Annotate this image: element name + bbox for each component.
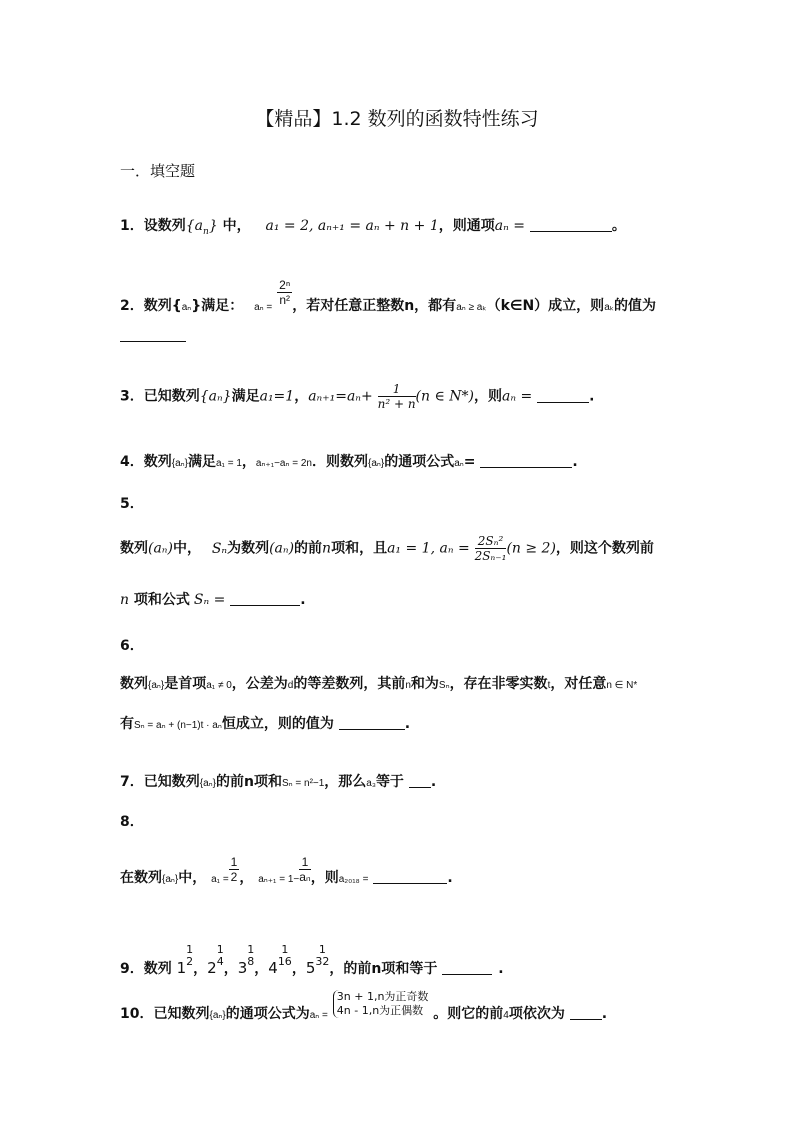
question-8-number: 8． (120, 814, 144, 830)
answer-blank[interactable] (570, 1005, 602, 1020)
term-separator: ， (254, 961, 269, 977)
question-9: 9．数列 1 1 2 ，2 1 4 ，3 1 8 ，4 1 16 ，5 1 32 ，的前n项和等于 . (120, 943, 504, 977)
question-6-number: 6． (120, 638, 144, 654)
answer-blank[interactable] (409, 773, 431, 788)
answer-blank[interactable] (339, 715, 405, 730)
section-heading: 一．填空题 (120, 162, 196, 180)
series-term (306, 944, 330, 979)
question-4: 4．数列{aₙ}满足a₁ = 1，aₙ₊₁−aₙ = 2n．则数列{aₙ}的通项公式aₙ= . (120, 454, 578, 470)
question-5-line2: n 项和公式 Sₙ = . (120, 592, 306, 608)
answer-blank[interactable] (230, 591, 300, 606)
series-term (207, 944, 224, 979)
term-exponent: 1 32 (315, 943, 330, 968)
series-term (268, 944, 292, 979)
answer-blank[interactable] (442, 960, 492, 975)
term-base: 1 (176, 959, 187, 977)
piecewise-cases: 3n + 1,n为正奇数 4n - 1,n为正偶数 (333, 990, 429, 1018)
series-term (177, 944, 194, 979)
term-base: 3 (237, 959, 248, 977)
term-separator: ， (329, 961, 344, 977)
answer-blank[interactable] (120, 327, 186, 342)
term-base: 4 (268, 959, 278, 977)
answer-blank[interactable] (530, 217, 612, 232)
term-exponent: 1 2 (186, 943, 194, 968)
question-7: 7．已知数列{aₙ}的前n项和Sₙ = n²−1，那么a₃等于 . (120, 774, 437, 790)
series-terms (176, 943, 344, 977)
question-3: 3．已知数列{aₙ}满足a₁=1，aₙ₊₁=aₙ+ $\frac{1}{\text{n² + n}}$ (n ∈ N*)，则aₙ = . (120, 382, 595, 411)
question-10: 10．已知数列{aₙ}的通项公式为aₙ = 3n + 1,n为正奇数 4n - 1,n为正偶数 。则它的前4项依次为 . (120, 990, 608, 1022)
question-6: 数列{aₙ}是首项a₁ ≠ 0，公差为d的等差数列，其前n和为Sₙ，存在非零实数t，对任意n ∈ N* (120, 676, 638, 692)
term-base: 5 (305, 959, 316, 977)
question-2-blank (120, 326, 186, 346)
term-exponent: 1 8 (247, 943, 255, 968)
term-exponent: 1 16 (277, 943, 292, 968)
question-6-line2: 有Sₙ = aₙ + (n−1)t · aₙ恒成立，则的值为 . (120, 716, 411, 732)
answer-blank[interactable] (480, 453, 572, 468)
question-5-number: 5． (120, 496, 144, 512)
question-5: 数列(aₙ)中， Sₙ为数列(aₙ)的前n项和，且a₁ = 1, aₙ = $\frac{\text{2Sₙ²}}{\text{2Sₙ₋₁}}$ (n ≥ 2)，则这个数列前 (120, 534, 654, 563)
term-exponent: 1 4 (216, 943, 224, 968)
series-term (238, 944, 255, 979)
question-8: 在数列{aₙ}中， a₁ = $\frac{1}{2}$ ， aₙ₊₁ = 1− $\frac{1}{\text{aₙ}}$ ，则a₂₀₁₈ = . (120, 854, 453, 886)
term-base: 2 (207, 959, 217, 977)
term-separator: ， (193, 961, 208, 977)
term-separator: ， (291, 961, 306, 977)
question-2: 2．数列{aₙ}满足： aₙ = $\frac{\text{2ⁿ}}{\text{n²}}$ ，若对任意正整数n，都有aₙ ≥ aₖ（k∈N）成立，则aₖ的值为 (120, 277, 657, 314)
term-separator: ， (223, 961, 238, 977)
page-title: 【精品】1.2 数列的函数特性练习 (255, 108, 539, 130)
question-1: 1．设数列$\{a_n\}$ 中， a₁ = 2, aₙ₊₁ = aₙ + n + 1，则通项aₙ = 。 (120, 218, 626, 237)
answer-blank[interactable] (373, 869, 447, 884)
answer-blank[interactable] (537, 388, 589, 403)
